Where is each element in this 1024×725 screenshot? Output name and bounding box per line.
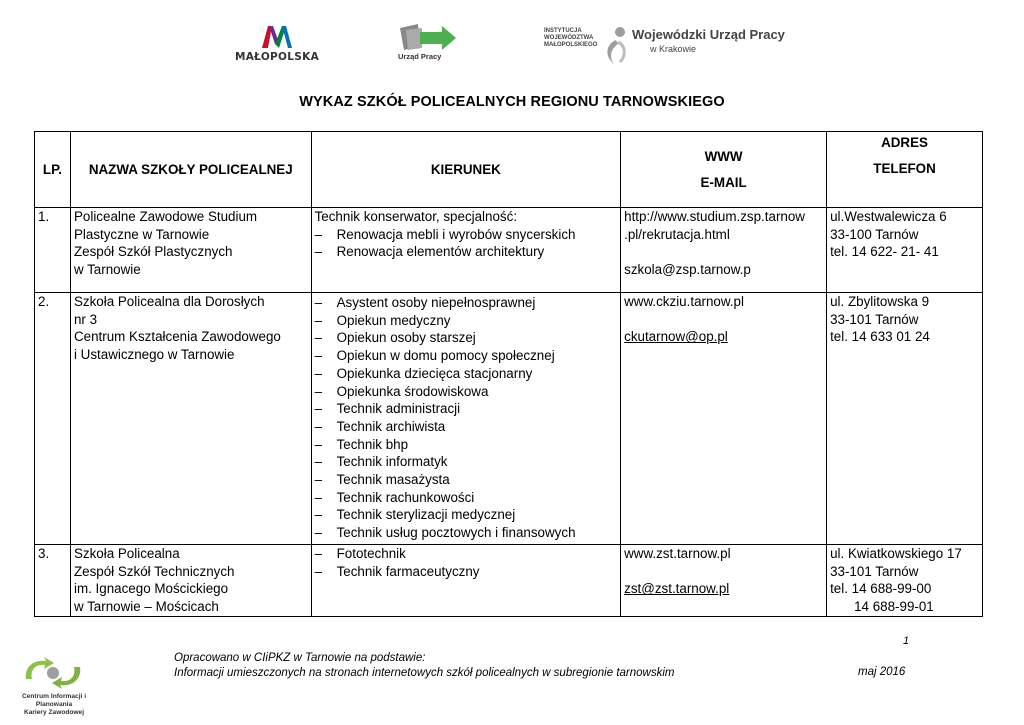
urzad-pracy-logo-text: Urząd Pracy (398, 52, 442, 61)
address-line: 33-100 Tarnów (830, 226, 919, 242)
urzad-pracy-arrow-icon (396, 22, 460, 52)
cell-kierunek (311, 293, 621, 545)
address-line: 33-101 Tarnów (830, 563, 919, 579)
cell-www (621, 293, 827, 545)
footer-date: maj 2016 (858, 666, 906, 678)
www-link[interactable]: .pl/rekrutacja.html (624, 226, 730, 242)
name-line: Zespół Szkół Technicznych (73, 563, 235, 579)
www-link[interactable]: http://www.studium.zsp.tarnow (624, 209, 805, 224)
list-item: – Asystent osoby niepełnosprawnej (315, 294, 618, 312)
list-item: – Technik administracji (315, 400, 618, 418)
list-item: – Technik bhp (315, 436, 618, 454)
wup-figure-icon (602, 24, 630, 66)
cipkz-logo (8, 655, 98, 717)
name-line: Plastyczne w Tarnowie (73, 226, 210, 242)
table-row (35, 293, 983, 545)
address-line: ul. Zbylitowska 9 (830, 294, 930, 309)
list-item: – Opiekunka środowiskowa (315, 383, 618, 401)
header-www-email (621, 132, 827, 208)
wup-city: w Krakowie (650, 44, 697, 54)
phone-line: tel. 14 622- 21- 41 (830, 244, 939, 260)
email-link[interactable] (624, 328, 823, 346)
header-telefon: TELEFON (873, 160, 936, 176)
cell-adres (827, 293, 983, 545)
institution-label (544, 28, 597, 49)
email-link-text[interactable]: zst@zst.tarnow.pl (624, 581, 730, 597)
header-email: E-MAIL (700, 174, 747, 190)
cell-lp: 1. (35, 208, 71, 293)
header-www: WWW (704, 148, 743, 164)
list-item: – Opiekunka dziecięca stacjonarny (315, 365, 618, 383)
list-item: – Fototechnik (315, 545, 618, 563)
cell-www (621, 208, 827, 293)
name-line: Policealne Zawodowe Studium (73, 209, 258, 224)
cipkz-logo-text (8, 693, 100, 717)
cell-lp: 2. (35, 293, 71, 545)
cell-kierunek (311, 208, 621, 293)
footer-line: Informacji umieszczonych na stronach internetowych szkół policealnych w subregionie tarnowskim (174, 667, 675, 679)
malopolska-logo (232, 22, 322, 64)
header-adres-telefon (827, 132, 983, 208)
list-item: – Renowacja elementów architektury (315, 243, 618, 261)
urzad-pracy-logo (396, 22, 460, 62)
institution-line: INSTYTUCJA (544, 28, 582, 34)
cell-adres (827, 545, 983, 617)
institution-line: WOJEWÓDZTWA (544, 35, 594, 41)
email-link-text[interactable]: ckutarnow@op.pl (624, 329, 728, 345)
list-item: – Technik sterylizacji medycznej (315, 506, 618, 524)
cipkz-logo-line: Kariery Zawodowej (23, 709, 85, 716)
footer-source-note (174, 651, 674, 681)
header-lp: LP. (35, 132, 71, 208)
name-line: Centrum Kształcenia Zawodowego (73, 329, 281, 345)
cell-name (70, 208, 311, 293)
table-header-row (35, 132, 983, 208)
cell-kierunek (311, 545, 621, 617)
www-link[interactable]: www.ckziu.tarnow.pl (624, 294, 744, 309)
name-line: w Tarnowie (73, 262, 141, 278)
list-item: – Technik archiwista (315, 418, 618, 436)
header-adres: ADRES (881, 135, 928, 150)
schools-table (34, 131, 983, 617)
list-item: – Technik informatyk (315, 453, 618, 471)
footer-line: Opracowano w CIiPKZ w Tarnowie na podstawie: (174, 652, 426, 664)
list-item: – Opiekun osoby starszej (315, 329, 618, 347)
list-item: – Technik usług pocztowych i finansowych (315, 524, 618, 542)
kierunek-intro: Technik konserwator, specjalność: (314, 209, 518, 224)
list-item: – Opiekun medyczny (315, 312, 618, 330)
malopolska-logo-text: MAŁOPOLSKA (234, 51, 319, 63)
phone-line: tel. 14 633 01 24 (830, 329, 930, 345)
cipkz-arrows-icon (18, 655, 88, 691)
header-kierunek: KIERUNEK (311, 132, 621, 208)
table-row (35, 208, 983, 293)
kierunek-list (315, 294, 618, 542)
kierunek-list (315, 226, 618, 261)
page-title: WYKAZ SZKÓŁ POLICEALNYCH REGIONU TARNOWSKIEGO (299, 94, 725, 110)
list-item: – Technik masażysta (315, 471, 618, 489)
cell-lp: 3. (35, 545, 71, 617)
name-line: Zespół Szkół Plastycznych (73, 244, 233, 260)
list-item: – Technik rachunkowości (315, 489, 618, 507)
name-line: i Ustawicznego w Tarnowie (73, 347, 235, 363)
institution-line: MAŁOPOLSKIEGO (544, 42, 598, 48)
wup-title: Wojewódzki Urząd Pracy (632, 27, 785, 42)
cell-name (70, 293, 311, 545)
wup-logo (544, 22, 794, 68)
kierunek-list (315, 545, 618, 580)
address-line: ul.Westwalewicza 6 (830, 209, 947, 224)
www-link[interactable]: www.zst.tarnow.pl (624, 546, 731, 561)
malopolska-mark-icon (260, 22, 294, 50)
table-row (35, 545, 983, 617)
email-link[interactable] (624, 580, 823, 598)
cell-adres (827, 208, 983, 293)
phone-line: 14 688-99-01 (854, 599, 934, 615)
page-number: 1 (903, 635, 910, 647)
name-line: Szkoła Policealna dla Dorosłych (73, 294, 265, 309)
cell-name (70, 545, 311, 617)
header-name: NAZWA SZKOŁY POLICEALNEJ (70, 132, 311, 208)
email-text[interactable]: szkola@zsp.tarnow.p (624, 262, 751, 278)
name-line: w Tarnowie – Mościcach (73, 599, 219, 615)
name-line: im. Ignacego Mościckiego (73, 581, 229, 597)
cell-www (621, 545, 827, 617)
list-item: – Technik farmaceutyczny (315, 563, 618, 581)
cipkz-logo-line: Centrum Informacji i Planowania (21, 693, 87, 708)
name-line: nr 3 (73, 311, 98, 327)
name-line: Szkoła Policealna (73, 546, 180, 561)
address-line: 33-101 Tarnów (830, 311, 919, 327)
address-line: ul. Kwiatkowskiego 17 (830, 546, 962, 561)
phone-line: tel. 14 688-99-00 (830, 581, 932, 597)
list-item: – Renowacja mebli i wyrobów snycerskich (315, 226, 618, 244)
list-item: – Opiekun w domu pomocy społecznej (315, 347, 618, 365)
